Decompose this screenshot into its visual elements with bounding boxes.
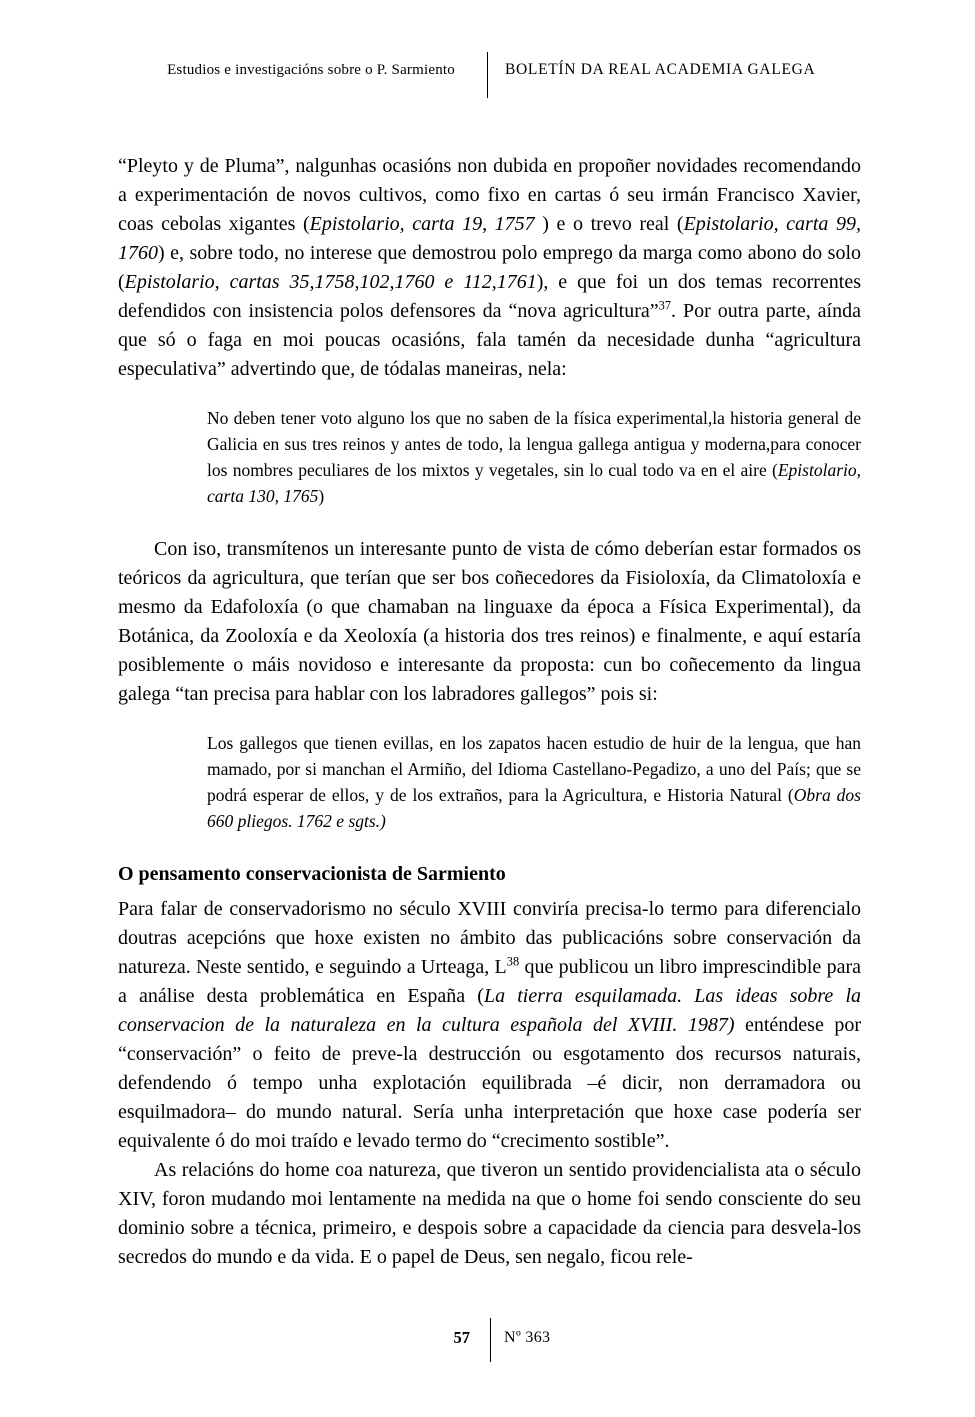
- blockquote: Los gallegos que tienen evillas, en los zapatos hacen estudio de huir de la lengua, que han mamado, por si manchan el Armiño, del Idioma Castellano-Pegadizo, a uno del País; que se podrá esperar de ellos, y de los extraños, para la Agricultura, e Historia Natural (Obra dos 660 pliegos. 1762 e sgts.): [207, 733, 861, 831]
- paragraph: “Pleyto y de Pluma”, nalgunhas ocasións non dubida en propoñer novidades recomendando a experimentación de novos cultivos, como fixo en cartas ó seu irmán Francisco Xavier, coas cebolas xigantes (Epistolario, carta 19, 1757 ) e o trevo real (Epistolario, carta 99, 1760) e, sobre todo, no interese que demostrou polo emprego da marga como abono do solo (Epistolario, cartas 35,1758,102,1760 e 112,1761), e que foi un dos temas recorrentes defendidos con insistencia polos defensores da “nova agricultura”$^{37}$. Por outra parte, aínda que só o faga en moi poucas ocasións, fala tamén da necesidade dunha “agricultura especulativa” advertindo que, de tódalas maneiras, nela:: [118, 155, 861, 380]
- issue-number: Nº 363: [504, 1329, 551, 1346]
- paragraph: As relacións do home coa natureza, que tiveron un sentido providencialista ata o século XIV, foron mudando moi lentamente na medida na que o home foi sendo consciente do seu dominio sobre a técnica, primeiro, e despois sobre a capacidade da ciencia para desvela-los secredos do mundo e da vida. E o papel de Deus, sen negalo, ficou rele-: [118, 1159, 861, 1268]
- running-head-right: BOLETÍN DA REAL ACADEMIA GALEGA: [505, 61, 816, 78]
- blockquote: No deben tener voto alguno los que no saben de la física experimental,la historia general de Galicia en sus tres reinos y antes de todo, la lengua gallega antigua y moderna,para conocer los nombres peculiares de los mixtos y vegetales, sin lo cual todo va en el aire (Epistolario, carta 130, 1765): [207, 408, 861, 506]
- paragraph: Para falar de conservadorismo no século XVIII conviría precisa-lo termo para diferencialo doutras acepcións que hoxe existen no ámbito das publicacións sobre conservación da natureza. Neste sentido, e seguindo a Urteaga, $L^{38}$ que publicou un libro imprescindible para a análise desta problemática en España (La tierra esquilamada. Las ideas sobre la conservacion de la naturaleza en la cultura española del XVIII. 1987) enténdese por “conservación” o feito de preve-la destrucción ou esgotamento dos recursos naturais, defendendo ó tempo unha explotación equilibrada –é dicir, non derramadora ou esquilmadora– do mundo natural. Sería unha interpretación que hoxe case podería ser equivalente ó do moi traído e levado termo do “crecimento sostible”.: [118, 898, 861, 1152]
- section-heading: O pensamento conservacionista de Sarmiento: [118, 863, 506, 885]
- header-divider-line: [487, 52, 488, 98]
- footer-divider-line: [490, 1318, 491, 1362]
- paragraph: Con iso, transmítenos un interesante punto de vista de cómo deberían estar formados os teóricos da agricultura, que terían que ser bos coñecedores da Fisioloxía, da Climatoloxía e mesmo da Edafoloxía (o que chamaban na linguaxe da época a Física Experimental), da Botánica, da Zooloxía e da Xeoloxía (a historia dos tres reinos) e finalmente, e aquí estaría posiblemente o máis novidoso e interesante da proposta: cun bo coñecemento da lingua galega “tan precisa para hablar con los labradores gallegos” pois si:: [118, 538, 861, 705]
- article-body: [118, 152, 861, 1272]
- running-head-left: Estudios e investigacións sobre o P. Sarmiento: [167, 62, 455, 78]
- page-number: 57: [453, 1328, 470, 1347]
